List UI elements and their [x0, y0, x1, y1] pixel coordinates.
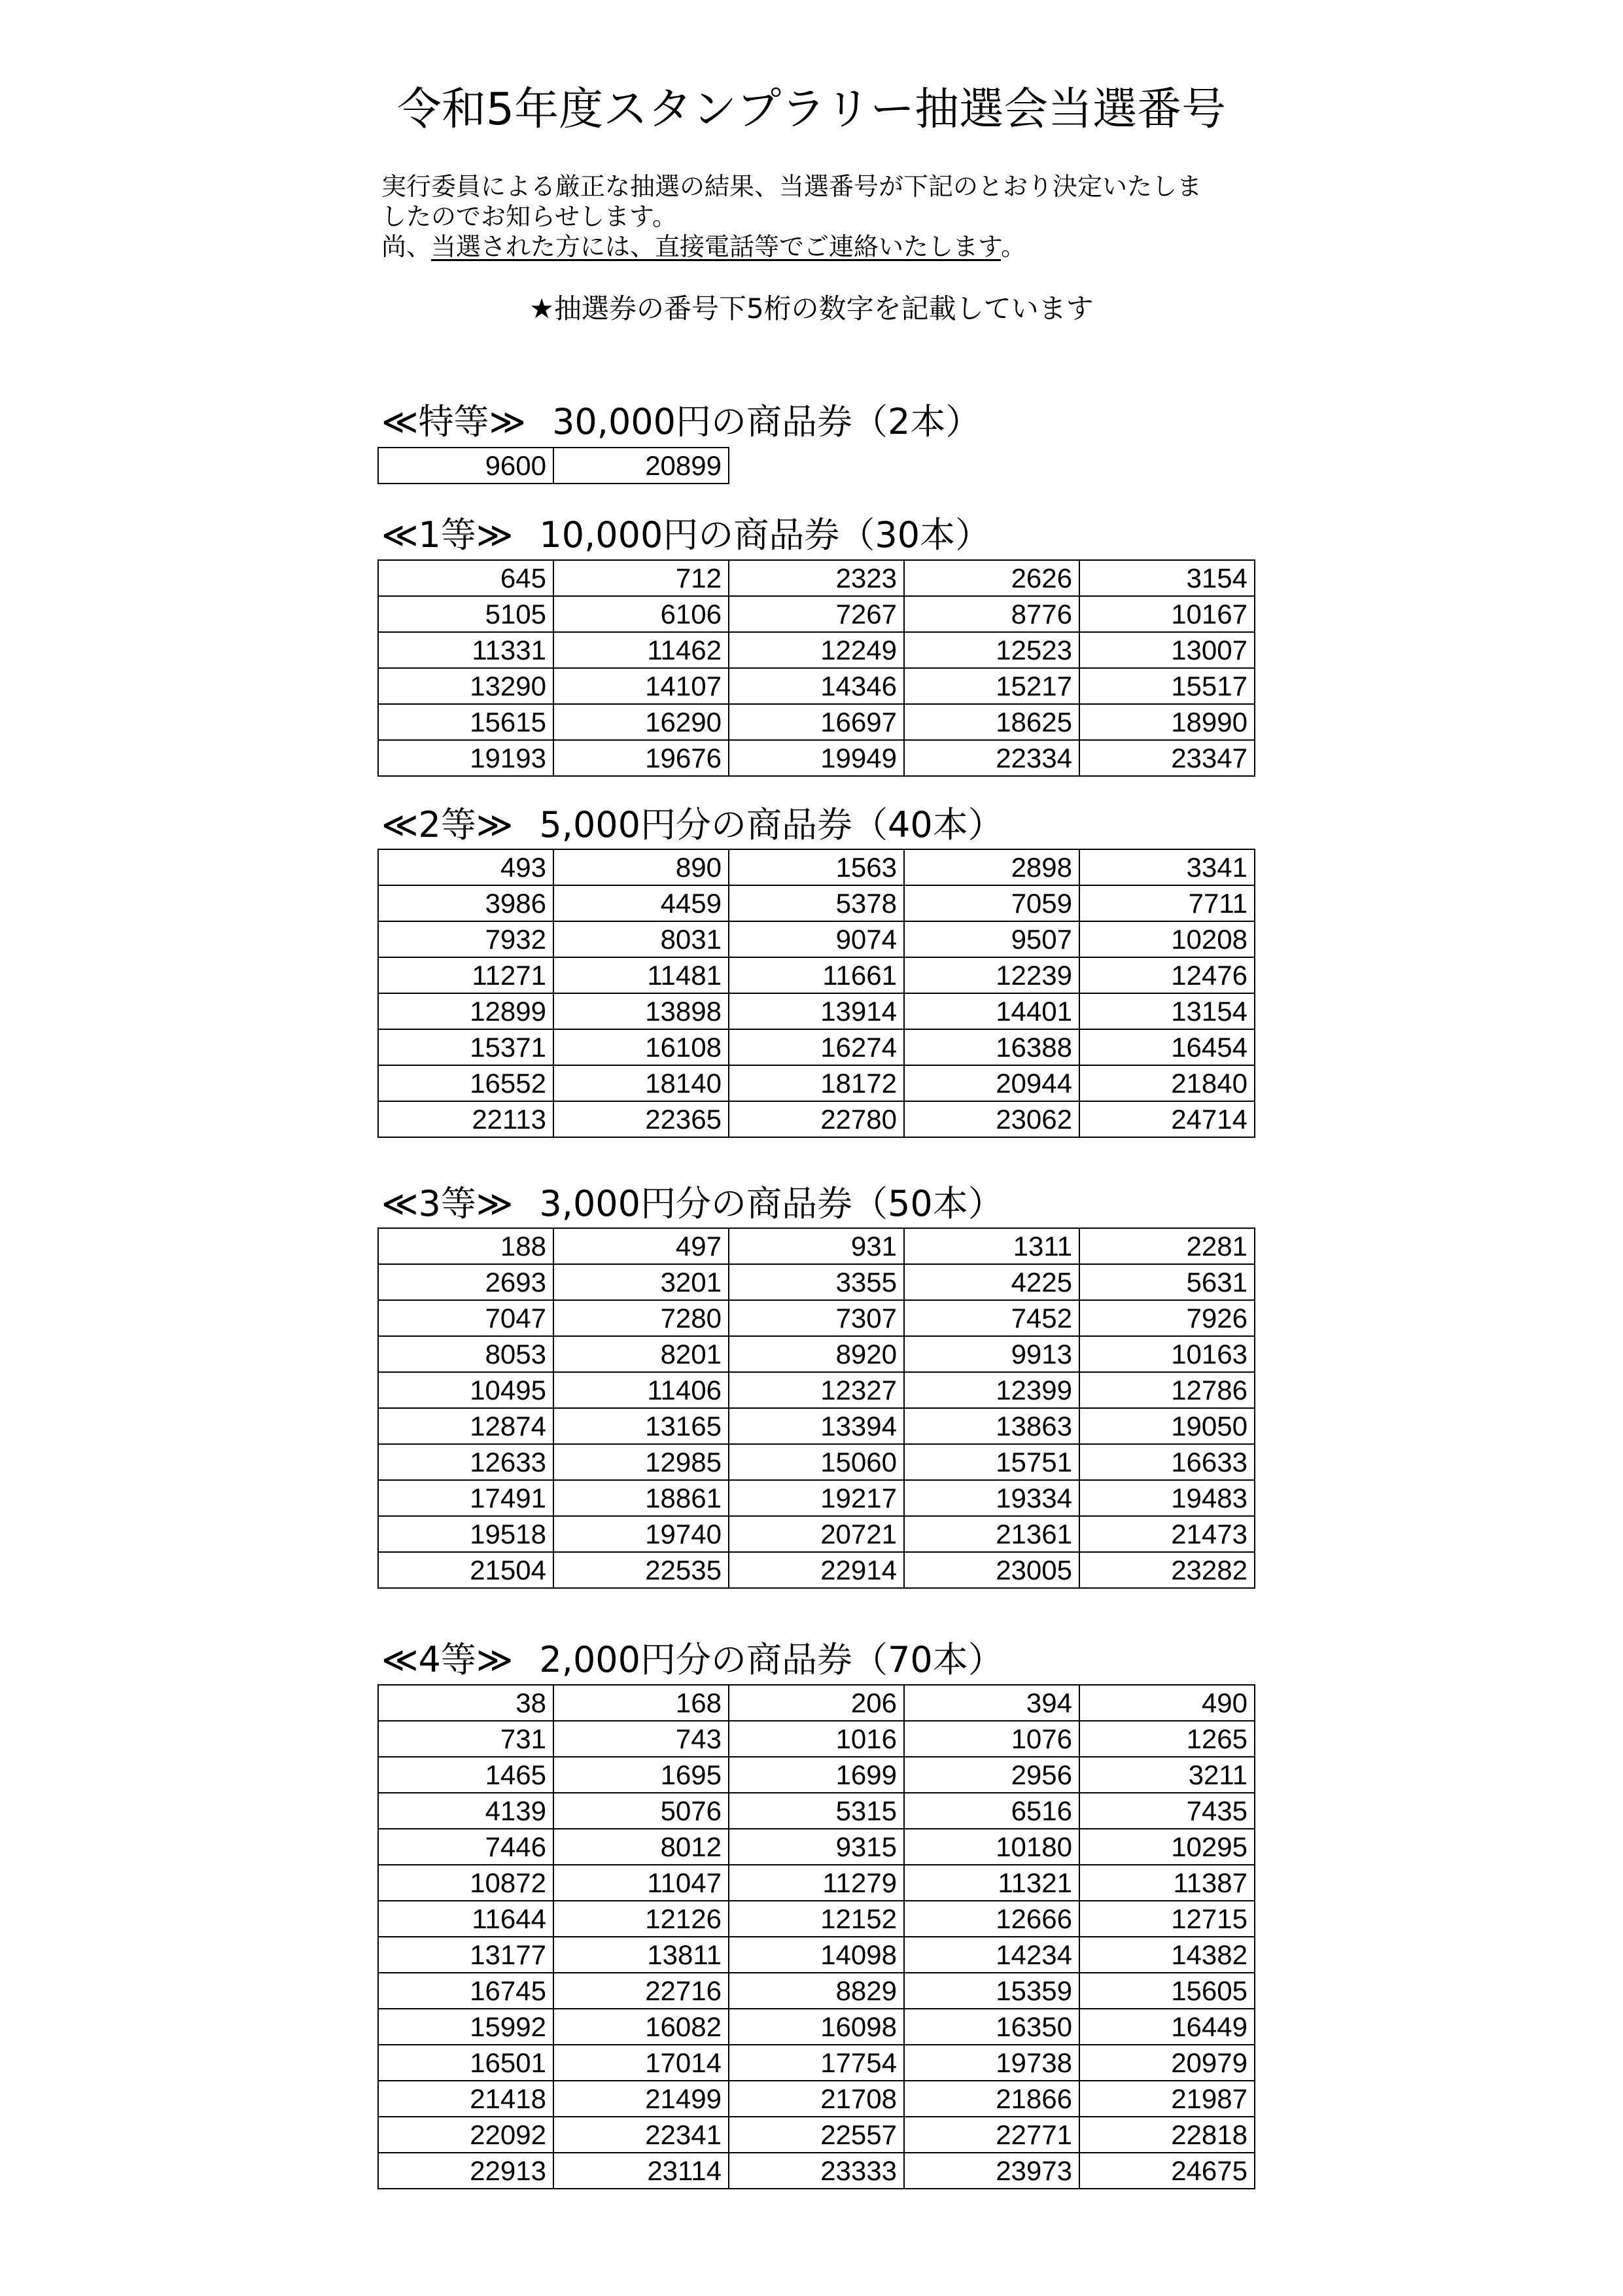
table-row: [378, 1721, 1255, 1757]
winning-number-cell: 23005: [904, 1552, 1079, 1588]
winning-number-cell: 12126: [553, 1901, 729, 1937]
winning-number-cell: 22113: [378, 1101, 553, 1137]
winning-number-cell: 12249: [729, 632, 904, 668]
winning-number-cell: 13914: [729, 993, 904, 1029]
table-row: [378, 1065, 1255, 1101]
winning-number-cell: 20899: [553, 448, 729, 484]
winning-number-cell: 16449: [1079, 2009, 1255, 2045]
winning-number-cell: 19949: [729, 740, 904, 776]
winning-number-cell: 18172: [729, 1065, 904, 1101]
winning-number-cell: 16745: [378, 1973, 553, 2009]
winning-number-cell: 19483: [1079, 1480, 1255, 1516]
winning-number-cell: 16501: [378, 2045, 553, 2081]
winning-number-cell: 1076: [904, 1721, 1079, 1757]
winning-number-cell: 12715: [1079, 1901, 1255, 1937]
table-row: [378, 921, 1255, 957]
winning-number-cell: 712: [553, 560, 729, 596]
winning-number-cell: 15605: [1079, 1973, 1255, 2009]
winning-number-cell: 1699: [729, 1757, 904, 1793]
table-row: [378, 1793, 1255, 1829]
winning-number-cell: 6106: [553, 596, 729, 632]
table-row: [378, 1228, 1255, 1264]
winning-number-cell: 6516: [904, 1793, 1079, 1829]
winning-number-cell: 16108: [553, 1029, 729, 1065]
winning-numbers-table-third: [377, 1227, 1255, 1589]
winning-number-cell: 20721: [729, 1516, 904, 1552]
table-row: [378, 1480, 1255, 1516]
winning-number-cell: 20944: [904, 1065, 1079, 1101]
winning-number-cell: 3201: [553, 1264, 729, 1300]
table-row: [378, 1552, 1255, 1588]
table-row: [378, 2045, 1255, 2081]
winning-number-cell: 22365: [553, 1101, 729, 1137]
winning-number-cell: 16633: [1079, 1444, 1255, 1480]
table-row: [378, 2081, 1255, 2117]
winning-number-cell: 9315: [729, 1829, 904, 1865]
winning-number-cell: 19738: [904, 2045, 1079, 2081]
winning-number-cell: 7932: [378, 921, 553, 957]
winning-number-cell: 19193: [378, 740, 553, 776]
winning-number-cell: 10295: [1079, 1829, 1255, 1865]
winning-number-cell: 16697: [729, 704, 904, 740]
winning-number-cell: 12327: [729, 1372, 904, 1408]
winning-number-cell: 5378: [729, 885, 904, 921]
winning-number-cell: 8053: [378, 1336, 553, 1372]
winning-number-cell: 1465: [378, 1757, 553, 1793]
winning-number-cell: 8012: [553, 1829, 729, 1865]
winning-number-cell: 23282: [1079, 1552, 1255, 1588]
winning-number-cell: 21504: [378, 1552, 553, 1588]
winning-number-cell: 16454: [1079, 1029, 1255, 1065]
winning-number-cell: 15371: [378, 1029, 553, 1065]
winning-number-cell: 19740: [553, 1516, 729, 1552]
winning-number-cell: 5076: [553, 1793, 729, 1829]
winning-number-cell: 12476: [1079, 957, 1255, 993]
winning-number-cell: 9913: [904, 1336, 1079, 1372]
prize-heading-first: [381, 512, 990, 558]
prize-mark: ≪3等≫: [381, 1183, 514, 1224]
winning-number-cell: 2323: [729, 560, 904, 596]
winning-number-cell: 3341: [1079, 849, 1255, 885]
winning-number-cell: 394: [904, 1685, 1079, 1721]
intro-line-1: 実行委員による厳正な抽選の結果、当選番号が下記のとおり決定いたしま: [381, 172, 1202, 201]
winning-number-cell: 9507: [904, 921, 1079, 957]
table-row: [378, 1901, 1255, 1937]
winning-number-cell: 22334: [904, 740, 1079, 776]
prize-heading-special: [381, 399, 981, 445]
winning-number-cell: 12899: [378, 993, 553, 1029]
intro-line-3-prefix: 尚、: [381, 232, 432, 261]
winning-number-cell: 11047: [553, 1865, 729, 1901]
intro-line-3: [381, 232, 1336, 262]
winning-number-cell: 12239: [904, 957, 1079, 993]
table-row: [378, 560, 1255, 596]
table-row: [378, 1516, 1255, 1552]
winning-number-cell: 11331: [378, 632, 553, 668]
winning-number-cell: 12666: [904, 1901, 1079, 1937]
winning-number-cell: 931: [729, 1228, 904, 1264]
winning-number-cell: 16552: [378, 1065, 553, 1101]
winning-number-cell: 18625: [904, 704, 1079, 740]
winning-number-cell: 1695: [553, 1757, 729, 1793]
winning-number-cell: 12874: [378, 1408, 553, 1444]
winning-number-cell: 9074: [729, 921, 904, 957]
prize-mark: ≪1等≫: [381, 514, 514, 556]
winning-numbers-table-first: [377, 559, 1255, 777]
winning-number-cell: 645: [378, 560, 553, 596]
winning-number-cell: 4225: [904, 1264, 1079, 1300]
winning-number-cell: 2693: [378, 1264, 553, 1300]
winning-number-cell: 21361: [904, 1516, 1079, 1552]
prize-mark: ≪特等≫: [381, 401, 527, 442]
winning-number-cell: 23347: [1079, 740, 1255, 776]
table-row: [378, 704, 1255, 740]
winning-number-cell: 22092: [378, 2117, 553, 2153]
winning-number-cell: 16082: [553, 2009, 729, 2045]
winning-number-cell: 11661: [729, 957, 904, 993]
prize-heading-third: [381, 1181, 1003, 1227]
winning-number-cell: 16098: [729, 2009, 904, 2045]
winning-number-cell: 15359: [904, 1973, 1079, 2009]
winning-number-cell: 8776: [904, 596, 1079, 632]
winning-number-cell: 18140: [553, 1065, 729, 1101]
page-title: 令和5年度スタンプラリー抽選会当選番号: [396, 84, 1227, 135]
winning-number-cell: 8031: [553, 921, 729, 957]
winning-number-cell: 10167: [1079, 596, 1255, 632]
winning-number-cell: 11321: [904, 1865, 1079, 1901]
winning-number-cell: 22535: [553, 1552, 729, 1588]
winning-number-cell: 11271: [378, 957, 553, 993]
winning-number-cell: 7280: [553, 1300, 729, 1336]
prize-mark: ≪2等≫: [381, 804, 514, 845]
winning-number-cell: 21987: [1079, 2081, 1255, 2117]
winning-number-cell: 19518: [378, 1516, 553, 1552]
winning-number-cell: 15517: [1079, 668, 1255, 704]
intro-contact-note: 当選された方には、直接電話等でご連絡いたします: [431, 232, 1001, 261]
winning-number-cell: 11644: [378, 1901, 553, 1937]
winning-number-cell: 21708: [729, 2081, 904, 2117]
winning-number-cell: 497: [553, 1228, 729, 1264]
winning-number-cell: 8201: [553, 1336, 729, 1372]
winning-number-cell: 3154: [1079, 560, 1255, 596]
winning-number-cell: 13290: [378, 668, 553, 704]
winning-number-cell: 1265: [1079, 1721, 1255, 1757]
table-row: [378, 849, 1255, 885]
table-row: [378, 1757, 1255, 1793]
winning-number-cell: 22771: [904, 2117, 1079, 2153]
winning-number-cell: 21866: [904, 2081, 1079, 2117]
winning-number-cell: 20979: [1079, 2045, 1255, 2081]
table-row: [378, 1408, 1255, 1444]
winning-number-cell: 12523: [904, 632, 1079, 668]
winning-number-cell: 14107: [553, 668, 729, 704]
winning-number-cell: 23973: [904, 2153, 1079, 2189]
winning-number-cell: 4139: [378, 1793, 553, 1829]
winning-number-cell: 16350: [904, 2009, 1079, 2045]
winning-number-cell: 15992: [378, 2009, 553, 2045]
winning-number-cell: 13154: [1079, 993, 1255, 1029]
winning-number-cell: 24714: [1079, 1101, 1255, 1137]
table-row: [378, 1829, 1255, 1865]
winning-number-cell: 23114: [553, 2153, 729, 2189]
table-row: [378, 632, 1255, 668]
table-row: [378, 1264, 1255, 1300]
winning-number-cell: 1016: [729, 1721, 904, 1757]
table-row: [378, 2009, 1255, 2045]
table-row: [378, 448, 729, 484]
intro-line-2: したのでお知らせします。: [381, 202, 677, 231]
prize-description: 3,000円分の商品券（50本）: [539, 1183, 1003, 1224]
prize-heading-second: [381, 802, 1003, 848]
winning-number-cell: 7435: [1079, 1793, 1255, 1829]
table-row: [378, 1973, 1255, 2009]
winning-number-cell: 22914: [729, 1552, 904, 1588]
winning-number-cell: 12152: [729, 1901, 904, 1937]
winning-numbers-table-special: [377, 447, 729, 484]
intro-text: [381, 171, 1336, 262]
winning-number-cell: 24675: [1079, 2153, 1255, 2189]
winning-number-cell: 17014: [553, 2045, 729, 2081]
prize-description: 10,000円の商品券（30本）: [539, 514, 991, 556]
winning-number-cell: 17491: [378, 1480, 553, 1516]
winning-number-cell: 22557: [729, 2117, 904, 2153]
table-row: [378, 2117, 1255, 2153]
winning-number-cell: 13165: [553, 1408, 729, 1444]
winning-number-cell: 7452: [904, 1300, 1079, 1336]
winning-number-cell: 188: [378, 1228, 553, 1264]
winning-numbers-table-second: [377, 849, 1255, 1138]
winning-number-cell: 10495: [378, 1372, 553, 1408]
table-row: [378, 1685, 1255, 1721]
winning-number-cell: 13811: [553, 1937, 729, 1973]
winning-number-cell: 16388: [904, 1029, 1079, 1065]
winning-number-cell: 1311: [904, 1228, 1079, 1264]
winning-number-cell: 15217: [904, 668, 1079, 704]
winning-number-cell: 168: [553, 1685, 729, 1721]
winning-number-cell: 14401: [904, 993, 1079, 1029]
winning-number-cell: 22913: [378, 2153, 553, 2189]
intro-line-3-suffix: 。: [1000, 232, 1026, 261]
winning-number-cell: 11279: [729, 1865, 904, 1901]
table-row: [378, 1937, 1255, 1973]
table-row: [378, 1336, 1255, 1372]
winning-number-cell: 22716: [553, 1973, 729, 2009]
winning-number-cell: 23062: [904, 1101, 1079, 1137]
winning-number-cell: 14382: [1079, 1937, 1255, 1973]
winning-number-cell: 12786: [1079, 1372, 1255, 1408]
winning-number-cell: 23333: [729, 2153, 904, 2189]
winning-number-cell: 16274: [729, 1029, 904, 1065]
prize-heading-fourth: [381, 1637, 1003, 1683]
winning-number-cell: 14098: [729, 1937, 904, 1973]
winning-number-cell: 19676: [553, 740, 729, 776]
winning-number-cell: 890: [553, 849, 729, 885]
winning-number-cell: 19217: [729, 1480, 904, 1516]
winning-number-cell: 10180: [904, 1829, 1079, 1865]
winning-number-cell: 14234: [904, 1937, 1079, 1973]
winning-number-cell: 21473: [1079, 1516, 1255, 1552]
table-row: [378, 596, 1255, 632]
winning-number-cell: 19334: [904, 1480, 1079, 1516]
winning-number-cell: 7307: [729, 1300, 904, 1336]
winning-number-cell: 4459: [553, 885, 729, 921]
winning-number-cell: 206: [729, 1685, 904, 1721]
winning-number-cell: 493: [378, 849, 553, 885]
winning-number-cell: 10208: [1079, 921, 1255, 957]
winning-number-cell: 5631: [1079, 1264, 1255, 1300]
table-row: [378, 1444, 1255, 1480]
winning-number-cell: 22341: [553, 2117, 729, 2153]
winning-number-cell: 2281: [1079, 1228, 1255, 1264]
winning-number-cell: 7711: [1079, 885, 1255, 921]
table-row: [378, 740, 1255, 776]
winning-number-cell: 22818: [1079, 2117, 1255, 2153]
winning-number-cell: 5105: [378, 596, 553, 632]
winning-number-cell: 13394: [729, 1408, 904, 1444]
table-row: [378, 668, 1255, 704]
winning-number-cell: 7926: [1079, 1300, 1255, 1336]
winning-number-cell: 19050: [1079, 1408, 1255, 1444]
winning-number-cell: 3211: [1079, 1757, 1255, 1793]
prize-mark: ≪4等≫: [381, 1639, 514, 1680]
winning-number-cell: 10872: [378, 1865, 553, 1901]
table-row: [378, 885, 1255, 921]
table-row: [378, 993, 1255, 1029]
winning-number-cell: 12399: [904, 1372, 1079, 1408]
winning-number-cell: 7047: [378, 1300, 553, 1336]
winning-number-cell: 13898: [553, 993, 729, 1029]
prize-description: 5,000円分の商品券（40本）: [539, 804, 1003, 845]
winning-number-cell: 18861: [553, 1480, 729, 1516]
winning-number-cell: 21418: [378, 2081, 553, 2117]
winning-number-cell: 11387: [1079, 1865, 1255, 1901]
winning-number-cell: 15751: [904, 1444, 1079, 1480]
table-row: [378, 2153, 1255, 2189]
winning-number-cell: 8920: [729, 1336, 904, 1372]
winning-number-cell: 21499: [553, 2081, 729, 2117]
winning-number-cell: 2956: [904, 1757, 1079, 1793]
winning-number-cell: 11481: [553, 957, 729, 993]
winning-number-cell: 1563: [729, 849, 904, 885]
winning-number-cell: 10163: [1079, 1336, 1255, 1372]
winning-number-cell: 2898: [904, 849, 1079, 885]
table-row: [378, 1372, 1255, 1408]
winning-number-cell: 38: [378, 1685, 553, 1721]
winning-number-cell: 18990: [1079, 704, 1255, 740]
winning-number-cell: 11406: [553, 1372, 729, 1408]
winning-number-cell: 13863: [904, 1408, 1079, 1444]
winning-number-cell: 12985: [553, 1444, 729, 1480]
table-row: [378, 957, 1255, 993]
winning-number-cell: 17754: [729, 2045, 904, 2081]
winning-number-cell: 11462: [553, 632, 729, 668]
winning-number-cell: 2626: [904, 560, 1079, 596]
winning-number-cell: 21840: [1079, 1065, 1255, 1101]
winning-number-cell: 3986: [378, 885, 553, 921]
winning-number-cell: 731: [378, 1721, 553, 1757]
prize-description: 30,000円の商品券（2本）: [552, 401, 981, 442]
winning-number-cell: 7446: [378, 1829, 553, 1865]
winning-number-cell: 7267: [729, 596, 904, 632]
winning-number-cell: 9600: [378, 448, 553, 484]
winning-number-cell: 15060: [729, 1444, 904, 1480]
winning-number-cell: 5315: [729, 1793, 904, 1829]
table-row: [378, 1101, 1255, 1137]
winning-number-cell: 13007: [1079, 632, 1255, 668]
winning-number-cell: 743: [553, 1721, 729, 1757]
winning-number-cell: 22780: [729, 1101, 904, 1137]
winning-number-cell: 13177: [378, 1937, 553, 1973]
winning-number-cell: 7059: [904, 885, 1079, 921]
number-note: ★抽選券の番号下5桁の数字を記載しています: [529, 292, 1094, 325]
winning-number-cell: 8829: [729, 1973, 904, 2009]
winning-number-cell: 14346: [729, 668, 904, 704]
table-row: [378, 1865, 1255, 1901]
winning-number-cell: 16290: [553, 704, 729, 740]
winning-number-cell: 15615: [378, 704, 553, 740]
winning-numbers-table-fourth: [377, 1684, 1255, 2189]
winning-number-cell: 3355: [729, 1264, 904, 1300]
winning-number-cell: 12633: [378, 1444, 553, 1480]
prize-description: 2,000円分の商品券（70本）: [539, 1639, 1003, 1680]
table-row: [378, 1029, 1255, 1065]
winning-number-cell: 490: [1079, 1685, 1255, 1721]
table-row: [378, 1300, 1255, 1336]
